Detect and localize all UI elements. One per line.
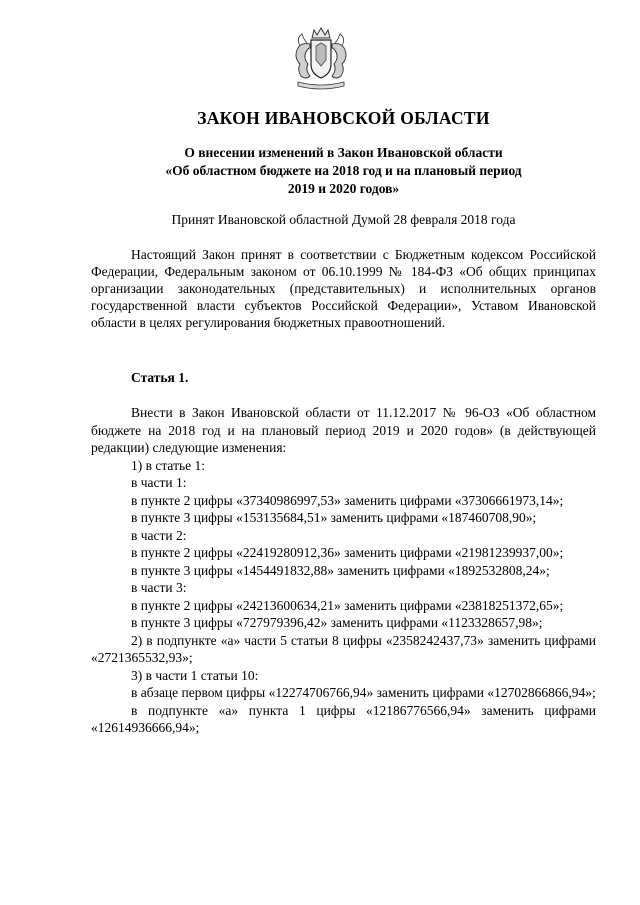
law-subtitle (91, 144, 596, 198)
article-paragraph: в пункте 2 цифры «22419280912,36» заменить цифрами «21981239937,00»; (131, 545, 564, 560)
article-paragraph: в части 1: (131, 475, 187, 490)
article-paragraph: Внести в Закон Ивановской области от 11.12.2017 № 96-ОЗ «Об областном бюджете на 2018 год и на плановый период 2019 и 2020 годов» (в действующей редакции) следующие изменения: (91, 405, 596, 455)
article-paragraph: в части 3: (131, 580, 187, 595)
law-subtitle-line: О внесении изменений в Закон Ивановской области (184, 145, 503, 160)
adoption-note: Принят Ивановской областной Думой 28 февраля 2018 года (171, 212, 516, 227)
article-paragraph: в подпункте «а» пункта 1 цифры «12186776566,94» заменить цифрами «12614936666,94»; (91, 702, 596, 735)
article-paragraph: 2) в подпункте «а» части 5 статьи 8 цифры «2358242437,73» заменить цифрами «2721365532,93»; (91, 632, 596, 665)
preamble-paragraph: Настоящий Закон принят в соответствии с Бюджетным кодексом Российской Федерации, Федеральным законом от 06.10.1999 № 184-ФЗ «Об общих принципах организации законодательных (представительных) и исполнительных органов государственной власти субъектов Российской Федерации», Уставом Ивановской области в целях регулирования бюджетных правоотношений. (91, 247, 596, 330)
article-paragraph: в абзаце первом цифры «12274706766,94» заменить цифрами «12702866866,94»; (131, 685, 596, 700)
article-paragraph: в части 2: (131, 527, 187, 543)
article-title: Статья 1. (131, 370, 189, 385)
law-subtitle-line: «Об областном бюджете на 2018 год и на плановый период (165, 163, 522, 178)
article-paragraph: в пункте 3 цифры «153135684,51» заменить цифрами «187460708,90»; (131, 510, 537, 525)
article-paragraph: в пункте 3 цифры «1454491832,88» заменить цифрами «1892532808,24»; (131, 562, 550, 578)
article-body (91, 404, 596, 737)
article-paragraph: в пункте 2 цифры «24213600634,21» заменить цифрами «23818251372,65»; (131, 597, 564, 613)
article-paragraph: 3) в части 1 статьи 10: (131, 667, 259, 683)
law-title: ЗАКОН ИВАНОВСКОЙ ОБЛАСТИ (197, 108, 490, 128)
law-subtitle-line: 2019 и 2020 годов» (287, 181, 400, 196)
article-paragraph: в пункте 2 цифры «37340986997,53» заменить цифрами «37306661973,14»; (131, 492, 564, 508)
coat-of-arms-icon (288, 26, 354, 92)
article-paragraph: 1) в статье 1: (131, 457, 205, 473)
article-paragraph: в пункте 3 цифры «727979396,42» заменить цифрами «1123328657,98»; (131, 615, 543, 630)
